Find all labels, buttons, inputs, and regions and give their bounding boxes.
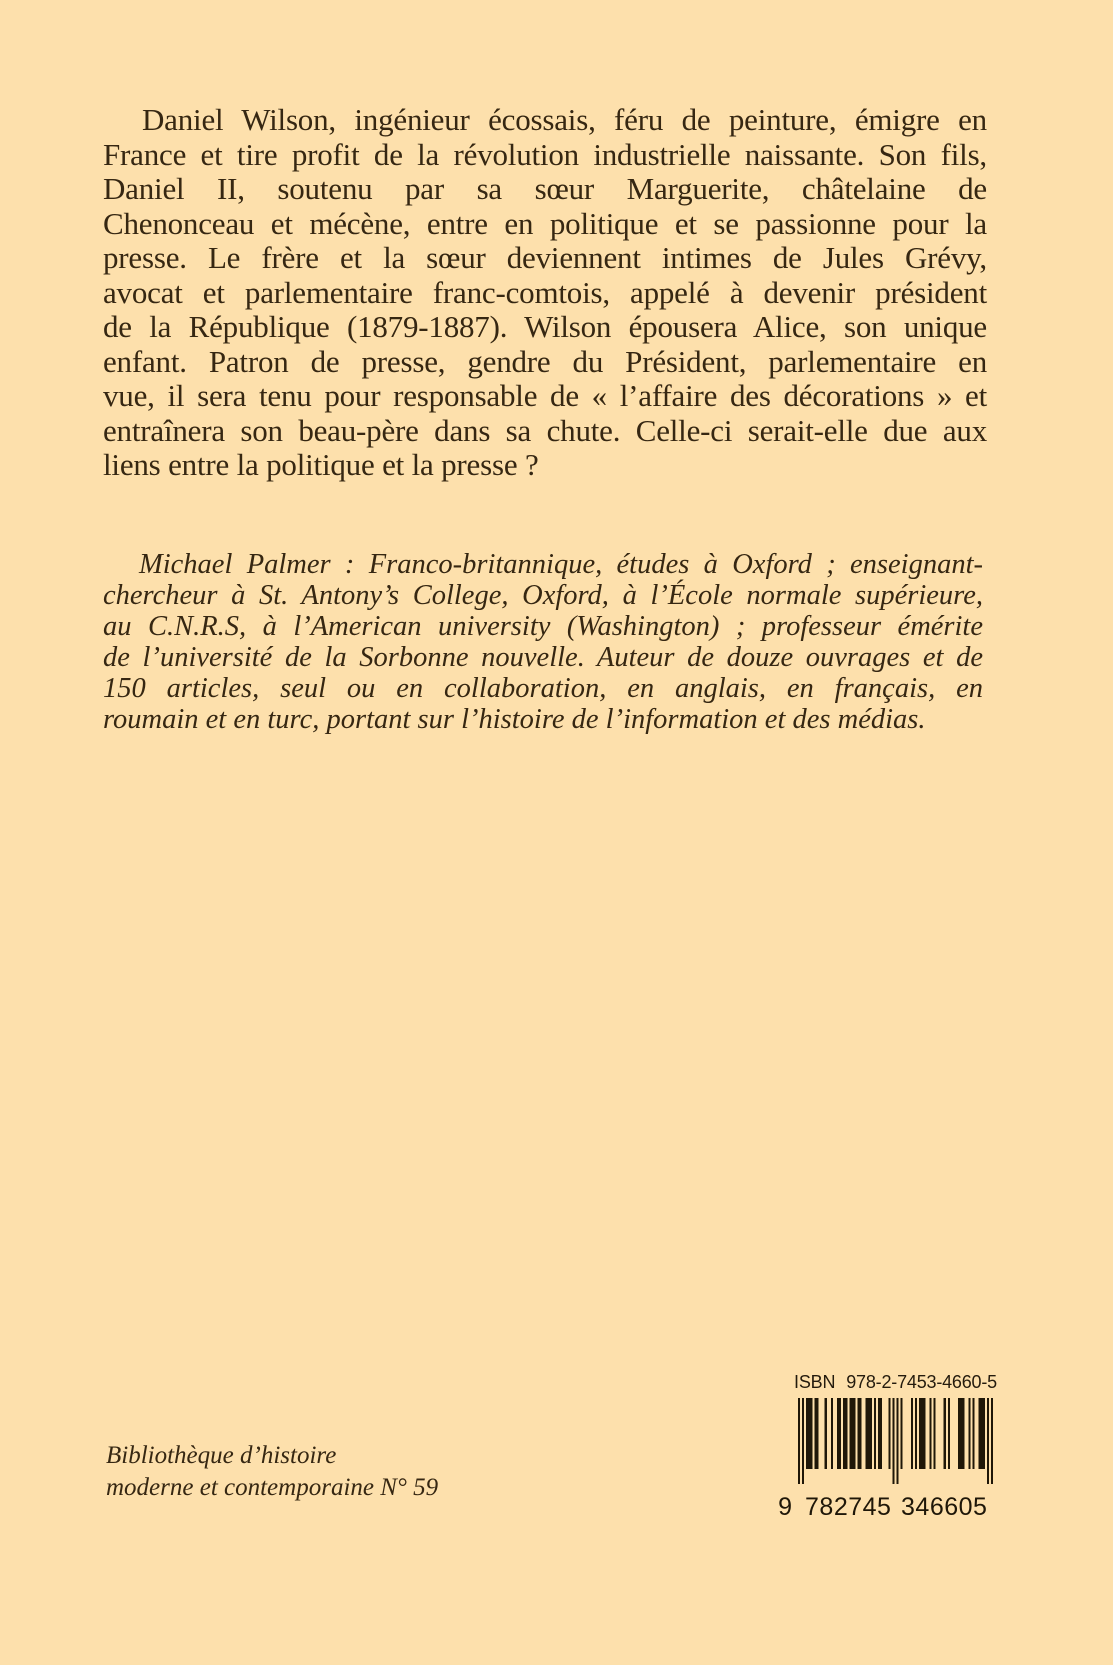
collection-number-line: moderne et contemporaine N° 59 <box>106 1473 439 1501</box>
text-line: au C.N.R.S, à l’American university (Washington) ; professeur émérite <box>103 611 983 642</box>
text-line: enfant. Patron de presse, gendre du Président, parlementaire en <box>103 343 987 379</box>
text-line: de la République (1879-1887). Wilson épousera Alice, son unique <box>103 309 987 344</box>
barcode-digit: 5 <box>877 1493 891 1521</box>
text-line: Daniel II, soutenu par sa sœur Marguerite, châtelaine de <box>103 171 987 206</box>
author-bio-paragraph <box>103 549 983 735</box>
barcode-digits-left-group <box>805 1495 891 1520</box>
ean13-barcode <box>778 1398 993 1521</box>
text-line: Chenonceau et mécène, entre en politique et se passionne pour la <box>103 205 987 241</box>
barcode-digit: 8 <box>819 1493 834 1521</box>
isbn-block <box>778 1372 997 1521</box>
barcode-digits-right-group <box>901 1495 987 1520</box>
barcode-digit: 6 <box>944 1493 959 1521</box>
barcode-digit: 2 <box>833 1493 848 1521</box>
text-line: roumain et en turc, portant sur l’histoire de l’information et des médias. <box>103 704 926 735</box>
isbn-number: 978-2-7453-4660-5 <box>846 1372 997 1392</box>
barcode-digit: 4 <box>915 1493 930 1521</box>
text-line: vue, il sera tenu pour responsable de « l’affaire des décorations » et <box>103 378 987 413</box>
collection-info <box>106 1440 438 1503</box>
text-line: liens entre la politique et la presse ? <box>103 447 539 482</box>
barcode-digit: 0 <box>958 1493 973 1521</box>
isbn-text-line <box>790 1372 1001 1395</box>
barcode-digit: 3 <box>901 1493 915 1521</box>
text-line: avocat et parlementaire franc-comtois, appelé à devenir président <box>103 274 987 310</box>
barcode-digit: 5 <box>973 1493 987 1521</box>
barcode-digit: 7 <box>848 1493 863 1521</box>
isbn-label: ISBN <box>794 1372 836 1392</box>
text-line: 150 articles, seul ou en collaboration, en anglais, en français, en <box>103 673 983 704</box>
barcode-digit: 4 <box>862 1493 877 1521</box>
text-line: de l’université de la Sorbonne nouvelle. Auteur de douze ouvrages et de <box>103 642 983 673</box>
text-line: chercheur à St. Antony’s College, Oxford, à l’École normale supérieure, <box>103 580 983 611</box>
text-line: presse. Le frère et la sœur deviennent intimes de Jules Grévy, <box>103 240 987 275</box>
barcode-digit: 7 <box>805 1493 819 1521</box>
synopsis-paragraph <box>103 103 987 483</box>
text-line: Michael Palmer : Franco-britannique, études à Oxford ; enseignant- <box>139 549 983 580</box>
text-line: Daniel Wilson, ingénieur écossais, féru de peinture, émigre en <box>142 102 987 137</box>
barcode-bars <box>798 1398 993 1484</box>
collection-name-line: Bibliothèque d’histoire <box>106 1442 337 1469</box>
text-line: entraînera son beau-père dans sa chute. Celle-ci serait-elle due aux <box>103 412 987 448</box>
text-line: France et tire profit de la révolution industrielle naissante. Son fils, <box>103 136 987 172</box>
barcode-digit-first: 9 <box>778 1493 792 1521</box>
barcode-digit: 6 <box>929 1493 944 1521</box>
